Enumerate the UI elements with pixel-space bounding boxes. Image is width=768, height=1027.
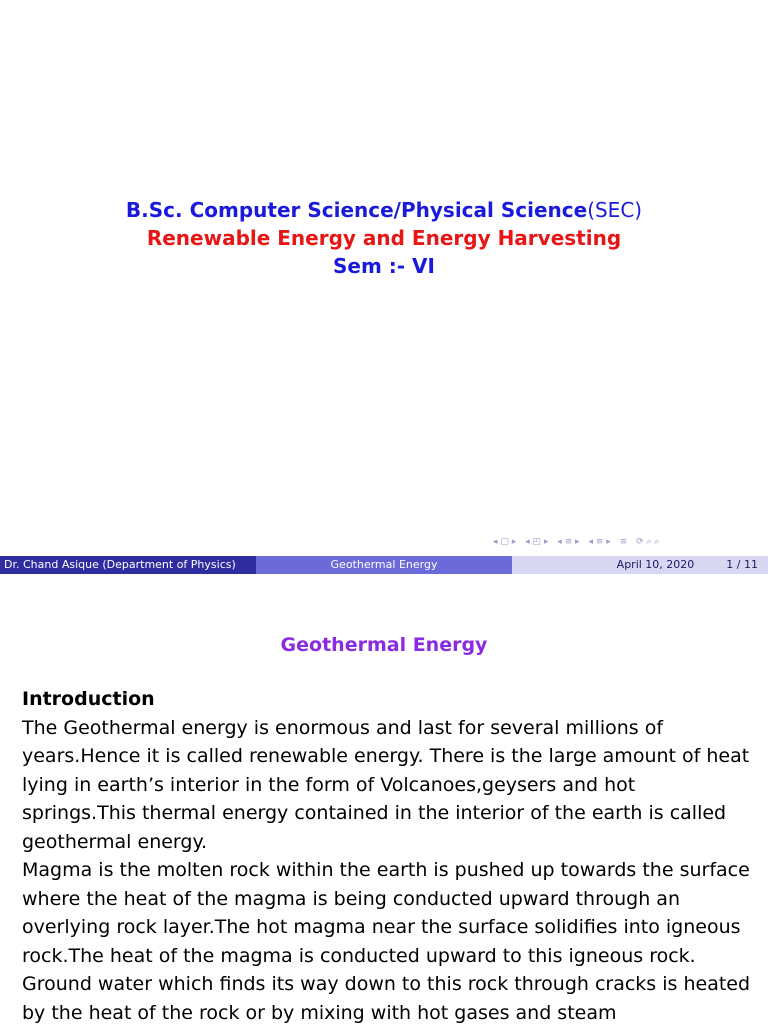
- beamer-navigation: [493, 537, 765, 553]
- nav-subsection-icon[interactable]: ◂ ≡ ▸: [557, 537, 580, 547]
- nav-slide-icon[interactable]: ◂ ▢ ▸: [493, 537, 517, 547]
- content-slide: [0, 586, 768, 1024]
- page-separator: [0, 576, 768, 586]
- course-name: B.Sc. Computer Science/Physical Science: [125, 198, 588, 222]
- title-block: [0, 196, 768, 280]
- nav-document-icon[interactable]: ≡: [619, 537, 628, 547]
- course-code: (SEC): [587, 198, 643, 222]
- footer-info: [512, 556, 768, 574]
- nav-section-icon[interactable]: ◂ ≡ ▸: [588, 537, 611, 547]
- nav-search-icon[interactable]: ⟳ ⌕ ⌕: [636, 537, 660, 547]
- paragraph-intro: The Geothermal energy is enormous and last for several millions of years.Hence it is called renewable energy. There is the large amount of heat lying in earth’s interior in the form of Volcanoes,geysers and hot springs.This thermal energy contained in the interior of the earth is called geothermal energy.: [22, 716, 750, 853]
- course-title: [0, 196, 768, 224]
- footer-title: Geothermal Energy: [256, 556, 512, 574]
- frame-title: Geothermal Energy: [280, 634, 488, 656]
- paper-title: Renewable Energy and Energy Harvesting: [146, 226, 622, 250]
- slide-footer: [0, 556, 768, 574]
- footer-page-number: 1 / 11: [726, 558, 758, 571]
- semester-label: Sem :- VI: [333, 254, 435, 278]
- section-heading: Introduction: [22, 688, 155, 710]
- paragraph-magma: Magma is the molten rock within the earth is pushed up towards the surface where the heat of the magma is being conducted upward through an overlying rock layer.The hot magma near the surface solidifies into igneous rock.The heat of the magma is conducted upward to this igneous rock. Ground water which finds its way down to this rock through cracks is heated by the heat of the rock or by mixing with hot gases and steam: [22, 859, 751, 1024]
- footer-author: Dr. Chand Asique (Department of Physics): [0, 556, 256, 574]
- nav-frame-icon[interactable]: ◂ ◰ ▸: [525, 537, 549, 547]
- footer-date: April 10, 2020: [616, 558, 695, 571]
- slide-body: [22, 685, 752, 1027]
